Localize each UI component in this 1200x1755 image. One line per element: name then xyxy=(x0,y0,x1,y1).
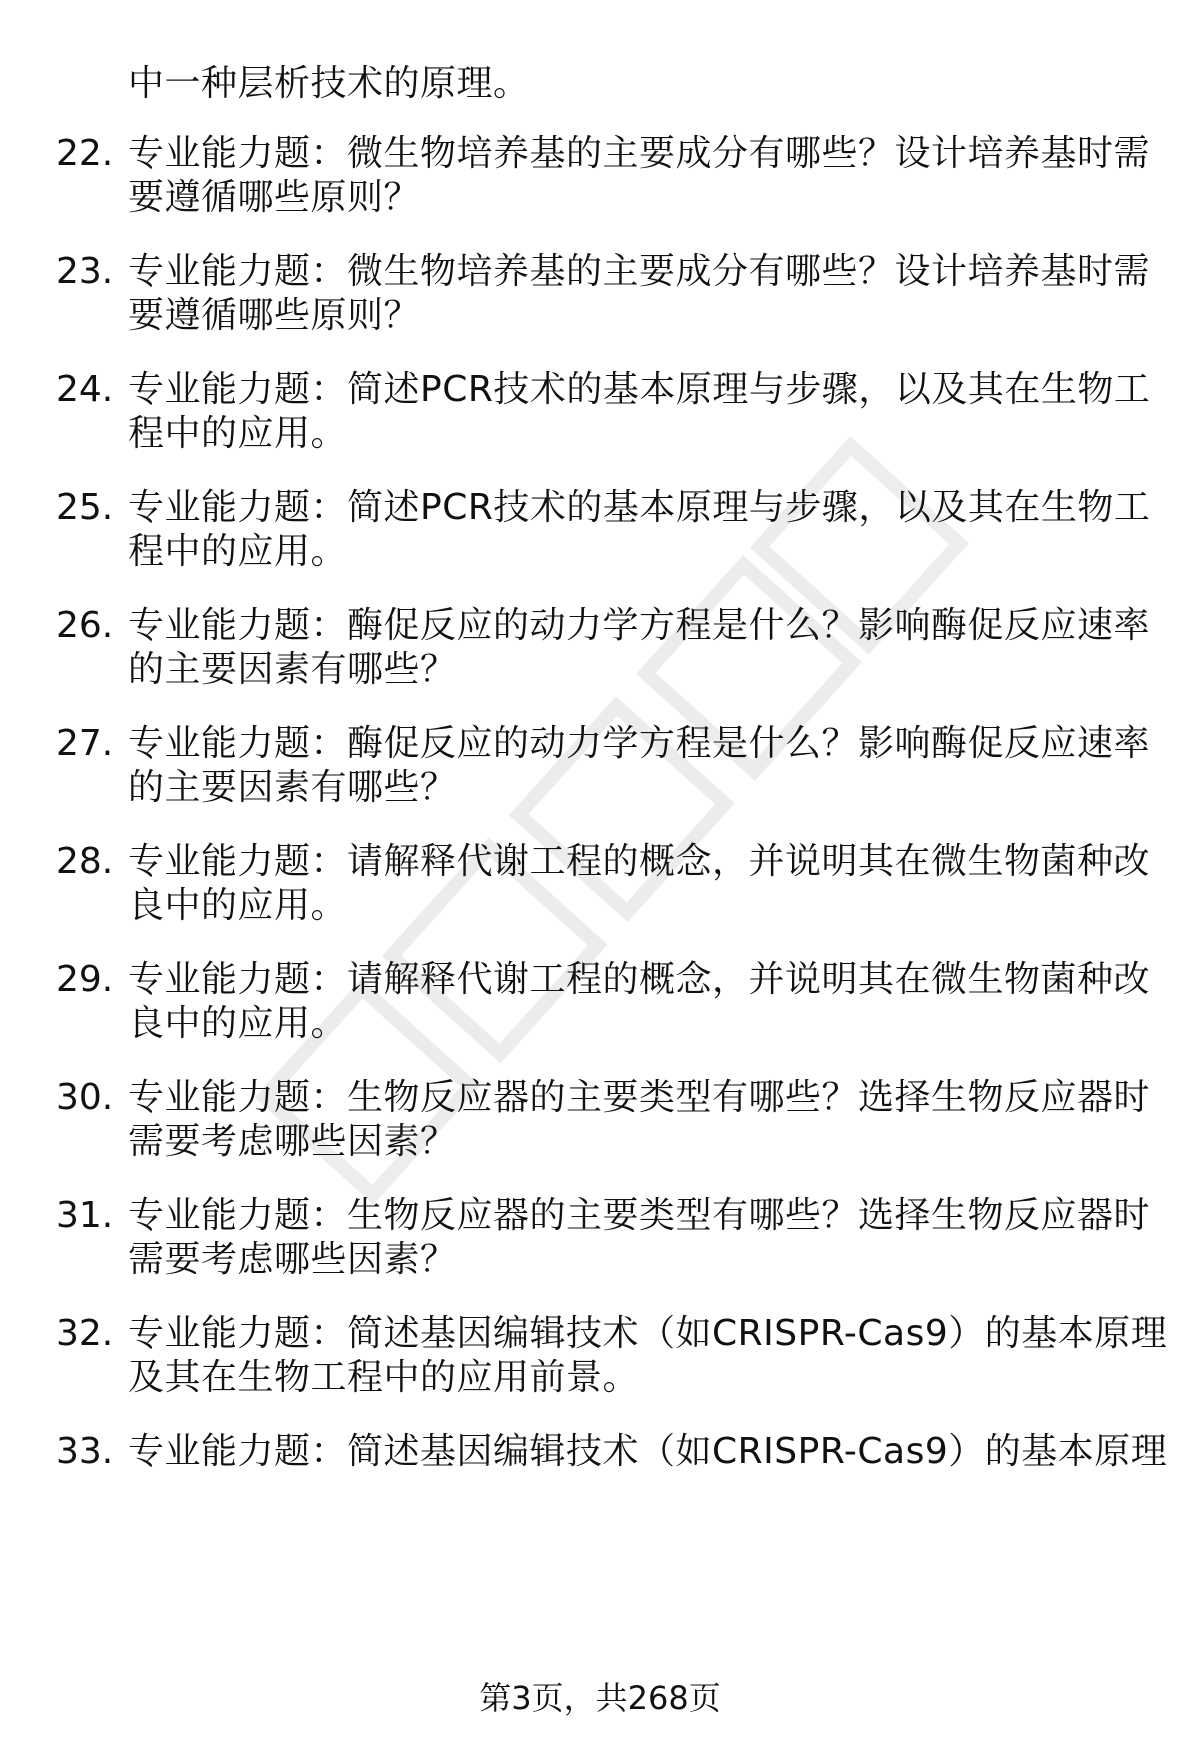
item-number: 25. xyxy=(56,487,114,528)
item-text-line1: 专业能力题：请解释代谢工程的概念，并说明其在微生物菌种改 xyxy=(128,959,1151,1000)
item-text-line2: 要遵循哪些原则？ xyxy=(128,295,421,336)
item-text-line2: 需要考虑哪些因素？ xyxy=(128,1239,457,1280)
page-footer: 第3页，共268页 xyxy=(479,1679,721,1717)
item-text-line2: 需要考虑哪些因素？ xyxy=(128,1121,457,1162)
item-text-line2: 程中的应用。 xyxy=(128,413,348,454)
item-text-line2: 良中的应用。 xyxy=(128,885,348,926)
item-number: 32. xyxy=(56,1313,114,1354)
item-text-line2: 的主要因素有哪些？ xyxy=(128,649,457,690)
item-number: 23. xyxy=(56,251,114,292)
item-text-line1: 专业能力题：微生物培养基的主要成分有哪些？设计培养基时需 xyxy=(128,251,1151,292)
item-text-line1: 专业能力题：简述PCR技术的基本原理与步骤，以及其在生物工 xyxy=(128,487,1151,528)
item-number: 27. xyxy=(56,723,114,764)
item-number: 26. xyxy=(56,605,114,646)
item-text-line1: 专业能力题：生物反应器的主要类型有哪些？选择生物反应器时 xyxy=(128,1195,1151,1236)
item-number: 24. xyxy=(56,369,114,410)
item-text-line2: 的主要因素有哪些？ xyxy=(128,767,457,808)
item-text-line2: 良中的应用。 xyxy=(128,1003,348,1044)
item-text-line2: 及其在生物工程中的应用前景。 xyxy=(128,1357,640,1398)
item-number: 31. xyxy=(56,1195,114,1236)
item-text-line1: 专业能力题：酶促反应的动力学方程是什么？影响酶促反应速率 xyxy=(128,605,1151,646)
item-text-line2: 程中的应用。 xyxy=(128,531,348,572)
item-text-line1: 专业能力题：酶促反应的动力学方程是什么？影响酶促反应速率 xyxy=(128,723,1151,764)
item-text-line1: 专业能力题：简述基因编辑技术（如CRISPR-Cas9）的基本原理 xyxy=(128,1431,1168,1472)
item-text-line1: 专业能力题：简述PCR技术的基本原理与步骤，以及其在生物工 xyxy=(128,369,1151,410)
item-number: 33. xyxy=(56,1431,114,1472)
item-text-line1: 专业能力题：简述基因编辑技术（如CRISPR-Cas9）的基本原理 xyxy=(128,1313,1168,1354)
item-number: 29. xyxy=(56,959,114,1000)
item-number: 28. xyxy=(56,841,114,882)
item-number: 22. xyxy=(56,133,114,174)
item-text-line1: 专业能力题：请解释代谢工程的概念，并说明其在微生物菌种改 xyxy=(128,841,1151,882)
item-number: 30. xyxy=(56,1077,114,1118)
continuation-line: 中一种层析技术的原理。 xyxy=(128,63,530,104)
item-text-line2: 要遵循哪些原则？ xyxy=(128,177,421,218)
item-text-line1: 专业能力题：微生物培养基的主要成分有哪些？设计培养基时需 xyxy=(128,133,1151,174)
item-text-line1: 专业能力题：生物反应器的主要类型有哪些？选择生物反应器时 xyxy=(128,1077,1151,1118)
